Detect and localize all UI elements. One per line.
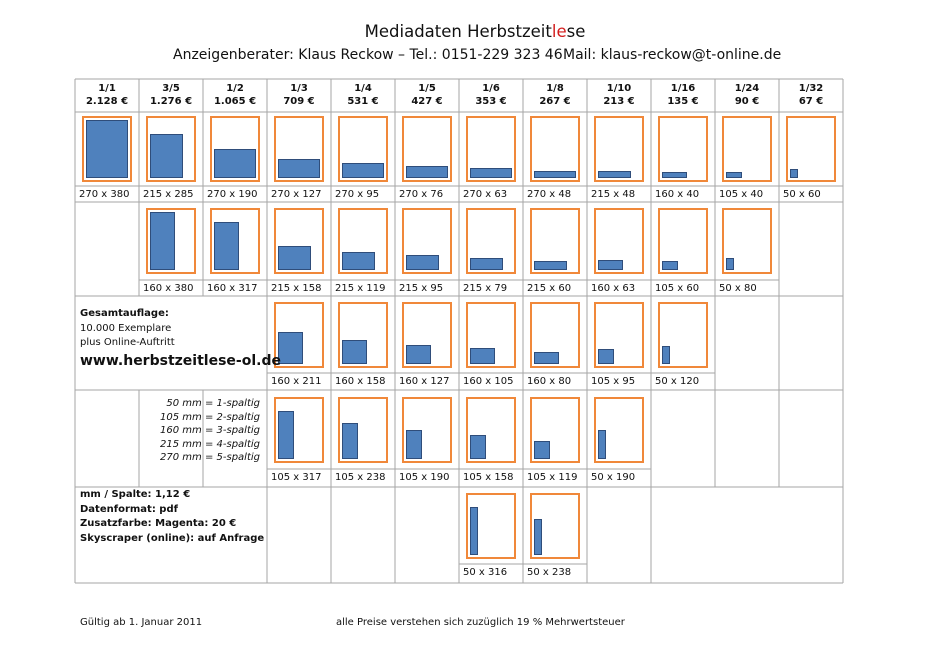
advisor-contact: Anzeigenberater: Klaus Reckow – Tel.: 0151-229 323 46 [173,47,563,63]
format-dimensions: 270 x 48 [527,189,572,200]
circulation-heading: Gesamtauflage: [80,308,169,319]
page-frame [82,116,132,182]
page-frame [594,302,644,368]
format-dimensions: 270 x 127 [271,189,322,200]
format-dimensions: 215 x 48 [591,189,636,200]
header-price: 135 € [667,96,699,107]
ad-block [214,222,239,270]
header-price: 1.065 € [213,96,257,107]
format-dimensions: 215 x 95 [399,283,444,294]
header-price: 709 € [283,96,315,107]
format-dimensions: 160 x 211 [271,376,322,387]
header-price: 213 € [603,96,635,107]
format-dimensions: 215 x 119 [335,283,386,294]
page-frame [210,208,260,274]
header-size: 1/6 [482,83,500,94]
ad-block [406,166,448,178]
header-size: 3/5 [162,83,180,94]
circulation-online: plus Online-Auftritt [80,337,175,348]
ad-block [534,261,567,270]
page-frame [338,208,388,274]
ad-block [470,258,503,270]
header-cell [75,79,139,112]
format-dimensions: 50 x 80 [719,283,757,294]
ad-block [470,348,495,364]
header-cell [651,79,715,112]
page-frame [274,302,324,368]
format-dimensions: 105 x 317 [271,472,322,483]
ad-block [342,423,358,459]
format-dimensions: 270 x 63 [463,189,508,200]
ad-block [598,430,606,459]
header-price: 1.276 € [149,96,193,107]
ad-block [534,171,576,178]
website-link[interactable]: www.herbstzeitlese-ol.de [80,352,281,369]
title-text: Mediadaten Herbstzeit [364,22,552,41]
page-frame [530,208,580,274]
header-cell [587,79,651,112]
column-width-2: 105 mm = 2-spaltig [160,411,260,423]
page-frame [466,302,516,368]
header-cell [203,79,267,112]
format-dimensions: 160 x 127 [399,376,450,387]
page-frame [402,397,452,463]
header-size: 1/1 [98,83,116,94]
format-dimensions: 50 x 120 [655,376,700,387]
footer-vat-note: alle Preise verstehen sich zuzüglich 19 % Mehrwertsteuer [336,617,625,628]
column-width-legend [140,397,260,465]
footer-valid-from: Gültig ab 1. Januar 2011 [80,617,203,628]
page-frame [466,493,516,559]
ad-block [470,507,478,555]
format-dimensions: 160 x 158 [335,376,386,387]
page-frame [466,116,516,182]
ad-block [278,411,294,459]
format-dimensions: 105 x 60 [655,283,700,294]
format-dimensions: 50 x 316 [463,567,508,578]
mail-contact: Mail: klaus-reckow@t-online.de [563,47,782,63]
format-dimensions: 105 x 40 [719,189,764,200]
page-frame [594,397,644,463]
header-cell [715,79,779,112]
page-frame [594,208,644,274]
header-cell [459,79,523,112]
page-frame [274,397,324,463]
ad-block [470,168,512,178]
header-price: 90 € [734,96,760,107]
page-frame [722,208,772,274]
ad-block [214,149,256,178]
header-price: 427 € [411,96,443,107]
page-frame [530,302,580,368]
ad-block [342,340,367,364]
ad-block [470,435,486,459]
header-size: 1/24 [734,83,760,94]
page-frame [594,116,644,182]
header-price: 267 € [539,96,571,107]
ad-block [598,171,631,178]
format-dimensions: 160 x 63 [591,283,636,294]
page-frame [722,116,772,182]
note-price-per-column: mm / Spalte: 1,12 € [80,489,191,500]
header-size: 1/2 [226,83,244,94]
page-frame [658,302,708,368]
page-frame [274,208,324,274]
circulation-info [80,307,281,371]
page-frame [530,116,580,182]
header-price: 67 € [798,96,824,107]
page-frame [338,302,388,368]
ad-block [534,519,542,555]
column-width-1: 50 mm = 1-spaltig [166,398,260,409]
page-frame [146,208,196,274]
page-frame [338,116,388,182]
pricing-notes [80,488,264,546]
header-cell [267,79,331,112]
format-dimensions: 160 x 380 [143,283,194,294]
page-frame [466,208,516,274]
format-dimensions: 160 x 317 [207,283,258,294]
ad-block [406,255,439,270]
format-dimensions: 270 x 380 [79,189,130,200]
column-width-4: 215 mm = 4-spaltig [160,438,260,450]
format-dimensions: 105 x 238 [335,472,386,483]
page-frame [338,397,388,463]
format-dimensions: 270 x 190 [207,189,258,200]
header-size: 1/8 [546,83,564,94]
format-dimensions: 160 x 105 [463,376,514,387]
ad-block [662,346,670,364]
ad-block [726,258,734,270]
format-dimensions: 270 x 95 [335,189,380,200]
page-frame [466,397,516,463]
ad-block [662,172,687,178]
column-width-5: 270 mm = 5-spaltig [160,452,260,463]
ad-block [342,252,375,270]
page-frame [402,302,452,368]
ad-block [662,261,678,270]
ad-block [150,134,183,178]
ad-block [534,441,550,459]
ad-block [278,332,303,364]
header-cell [139,79,203,112]
ad-block [342,163,384,178]
ad-block [150,212,175,270]
ad-block [726,172,742,178]
format-dimensions: 50 x 238 [527,567,572,578]
header-cell [331,79,395,112]
page-frame [786,116,836,182]
format-dimensions: 215 x 158 [271,283,322,294]
note-data-format: Datenformat: pdf [80,503,178,515]
ad-block [86,120,128,178]
header-size: 1/16 [670,83,696,94]
ad-block [406,430,422,459]
note-skyscraper: Skyscraper (online): auf Anfrage [80,532,265,544]
page-title [0,22,950,41]
format-dimensions: 215 x 60 [527,283,572,294]
page-frame [402,116,452,182]
ad-block [406,345,431,364]
page-frame [402,208,452,274]
page-frame [146,116,196,182]
header-price: 353 € [475,96,507,107]
page-frame [210,116,260,182]
format-dimensions: 50 x 190 [591,472,636,483]
page-frame [658,208,708,274]
page-frame [530,397,580,463]
header-size: 1/3 [290,83,308,94]
page-frame [658,116,708,182]
header-cell [395,79,459,112]
format-dimensions: 105 x 95 [591,376,636,387]
circulation-copies: 10.000 Exemplare [80,322,172,334]
format-dimensions: 215 x 285 [143,189,194,200]
header-cell [779,79,843,112]
header-cell [523,79,587,112]
header-size: 1/4 [354,83,372,94]
header-price: 531 € [347,96,379,107]
format-dimensions: 50 x 60 [783,189,821,200]
page-frame [274,116,324,182]
header-size: 1/10 [606,83,632,94]
column-width-3: 160 mm = 3-spaltig [160,425,260,436]
format-dimensions: 160 x 80 [527,376,572,387]
format-dimensions: 160 x 40 [655,189,700,200]
format-dimensions: 105 x 119 [527,472,578,483]
format-dimensions: 105 x 158 [463,472,514,483]
header-size: 1/5 [418,83,436,94]
title-highlight: le [551,22,567,41]
ad-block [790,169,798,178]
format-dimensions: 105 x 190 [399,472,450,483]
ad-block [278,246,311,270]
format-dimensions: 270 x 76 [399,189,444,200]
ad-block [598,260,623,270]
note-extra-color: Zusatzfarbe: Magenta: 20 € [80,518,237,529]
ad-block [278,159,320,178]
format-dimensions: 215 x 79 [463,283,508,294]
title-text-end: se [566,22,586,41]
header-price: 2.128 € [85,96,129,107]
page-frame [530,493,580,559]
ad-block [598,349,614,364]
ad-block [534,352,559,364]
header-size: 1/32 [798,83,824,94]
